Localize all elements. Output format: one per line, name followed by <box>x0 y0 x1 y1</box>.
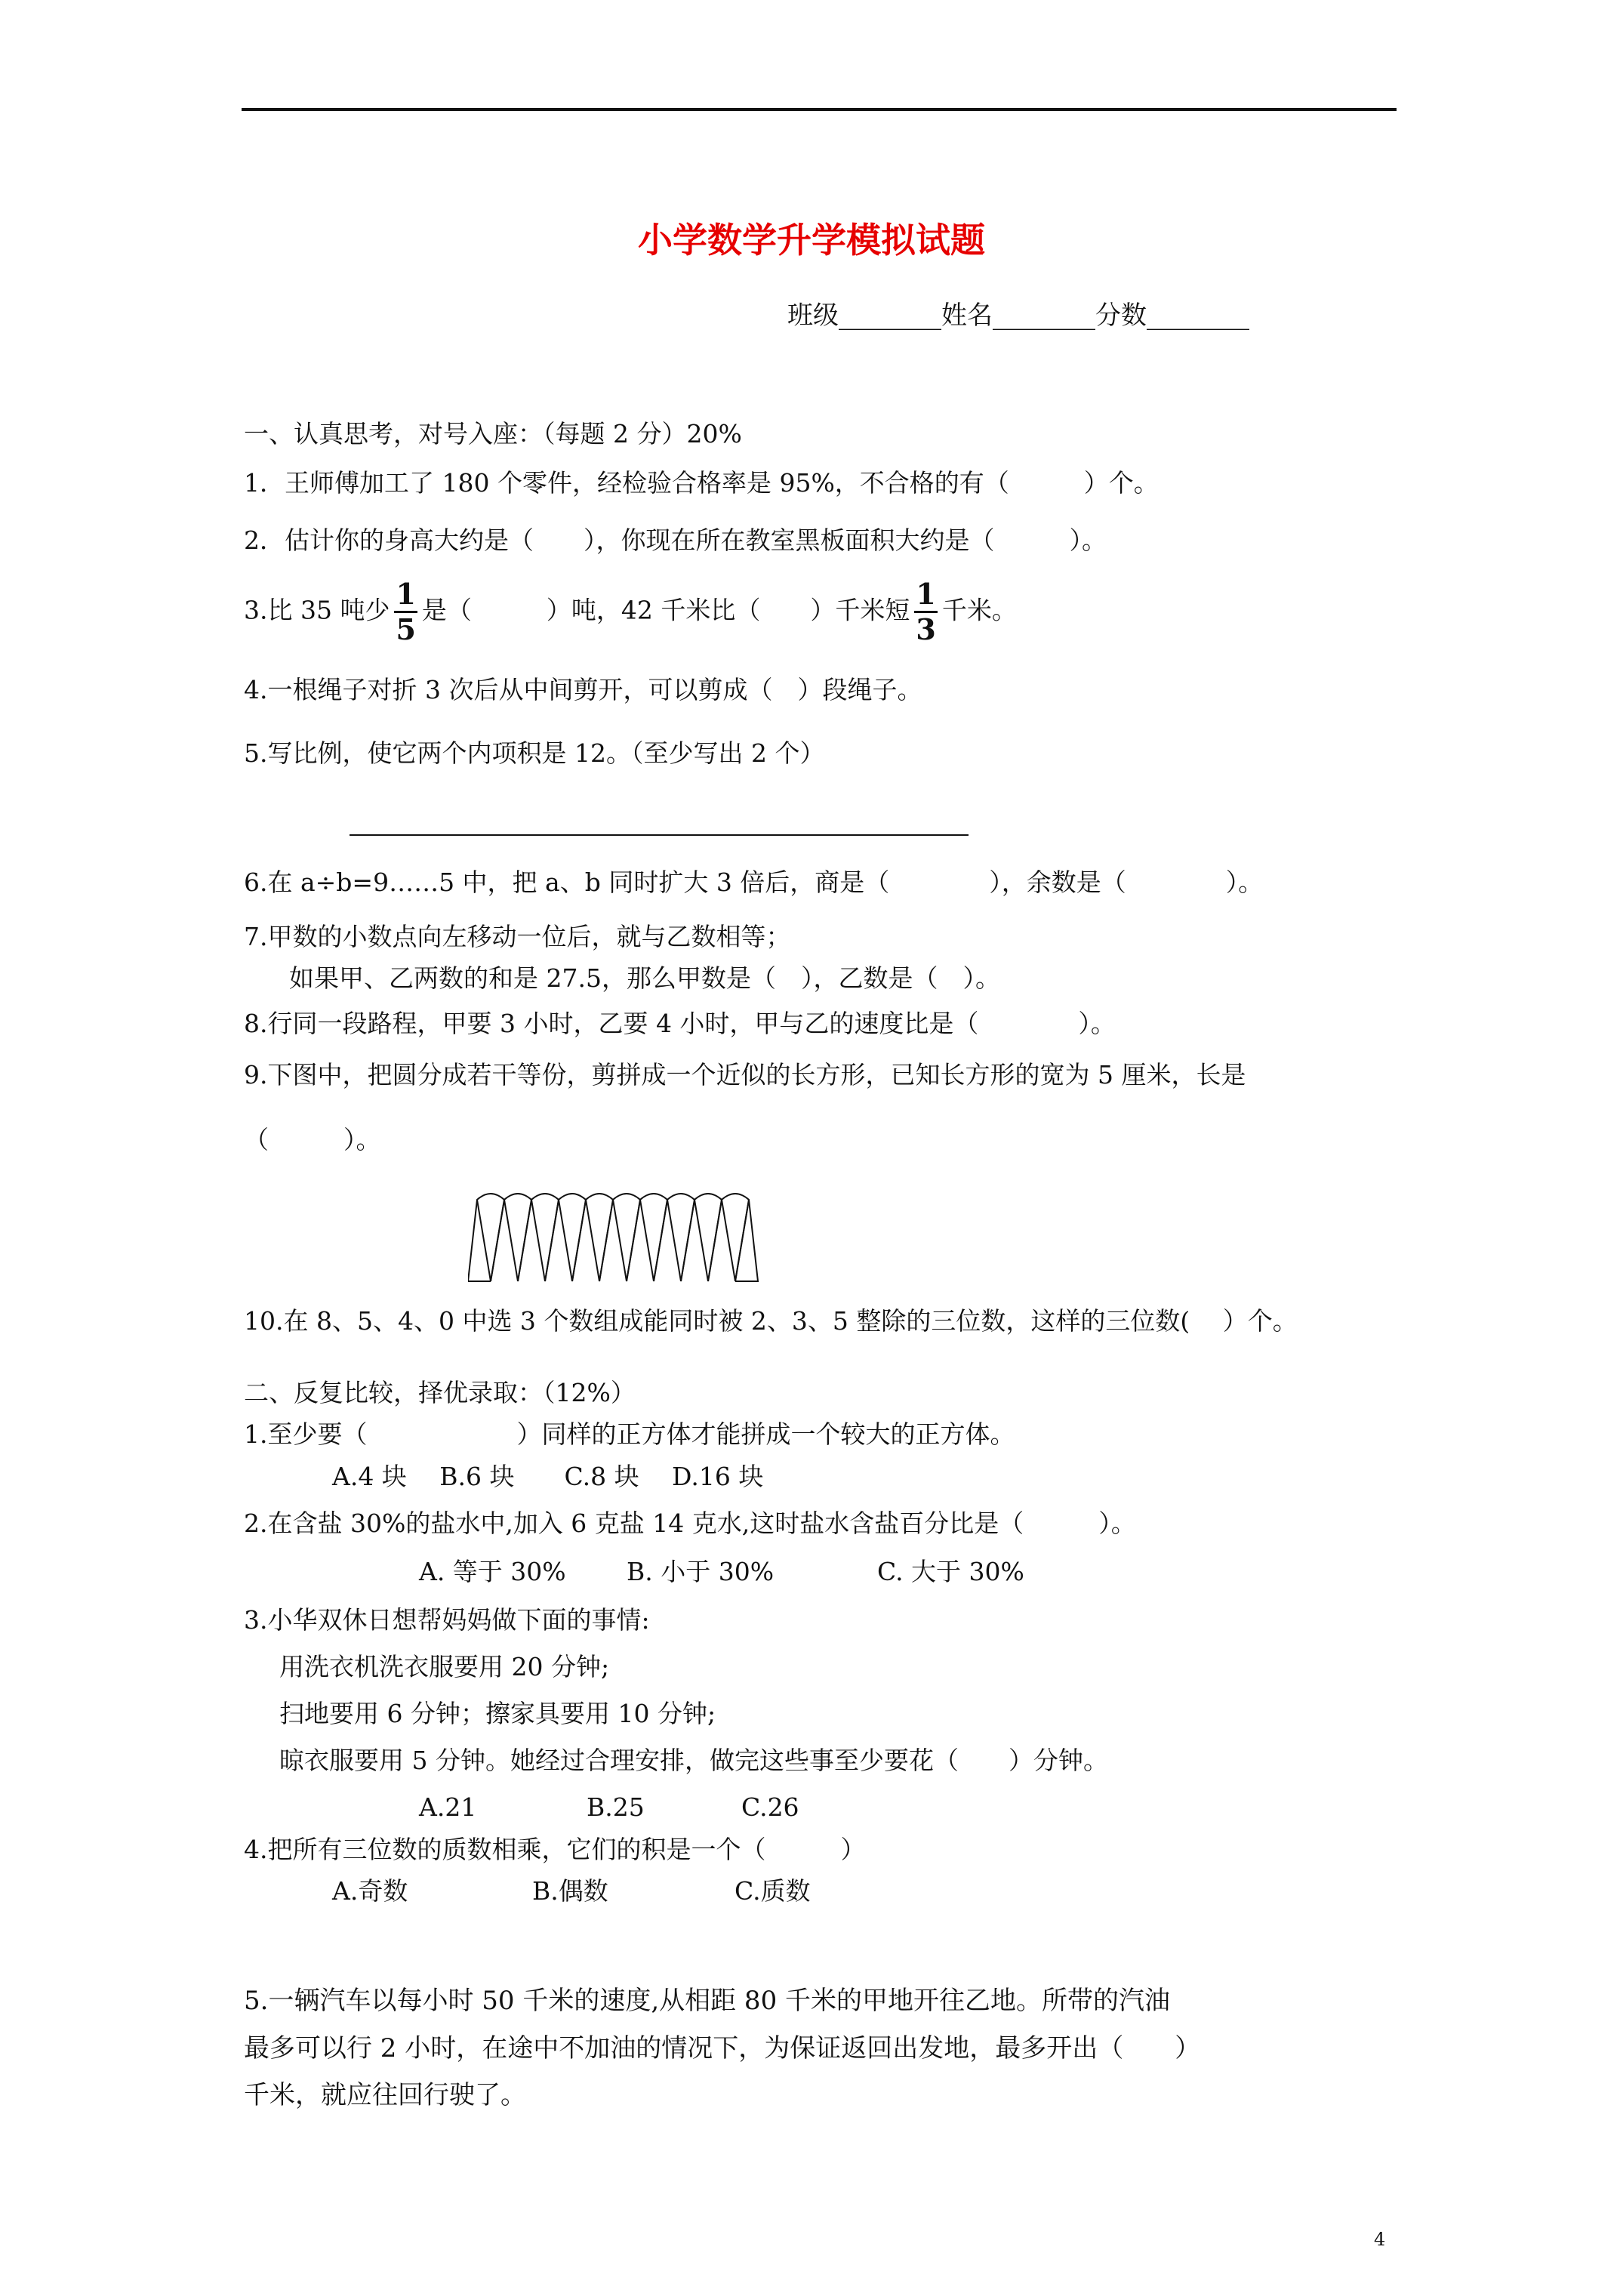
question-2-3-line3: 扫地要用 6 分钟；擦家具要用 10 分钟; <box>279 1699 716 1728</box>
question-1-2: 2．估计你的身高大约是（ ），你现在所在教室黑板面积大约是（ ）。 <box>244 525 1107 555</box>
question-1-1: 1．王师傅加工了 180 个零件，经检验合格率是 95%，不合格的有（ ）个。 <box>244 468 1159 498</box>
question-1-9-line1: 9.下图中，把圆分成若干等份，剪拼成一个近似的长方形，已知长方形的宽为 5 厘米，长是 <box>244 1060 1246 1089</box>
question-1-7-line2: 如果甲、乙两数的和是 27.5，那么甲数是（ ），乙数是（ ）。 <box>289 963 1000 993</box>
question-1-3-part3: 千米。 <box>941 595 1017 625</box>
question-2-5-line3: 千米，就应往回行驶了。 <box>244 2080 526 2110</box>
page-title: 小学数学升学模拟试题 <box>638 220 985 260</box>
question-2-2: 2.在含盐 30%的盐水中,加入 6 克盐 14 克水,这时盐水含盐百分比是（ ）。 <box>244 1509 1136 1538</box>
fraction-numerator: 1 <box>394 578 417 613</box>
question-1-10: 10.在 8、5、4、0 中选 3 个数组成能同时被 2、3、5 整除的三位数，这样的三位数( ）个。 <box>244 1306 1298 1336</box>
question-2-3-line4: 晾衣服要用 5 分钟。她经过合理安排，做完这些事至少要花（ ）分钟。 <box>279 1746 1108 1775</box>
fraction-one-fifth <box>394 578 417 646</box>
page-number: 4 <box>1374 2229 1386 2250</box>
question-1-7-line1: 7.甲数的小数点向左移动一位后，就与乙数相等； <box>244 922 791 951</box>
question-2-3-option-b: B.25 <box>587 1792 645 1822</box>
question-2-3-line1: 3.小华双休日想帮妈妈做下面的事情: <box>244 1605 650 1635</box>
header-rule <box>242 108 1397 111</box>
question-2-2-option-c: C. 大于 30% <box>877 1557 1024 1586</box>
question-2-2-option-b: B. 小于 30% <box>627 1557 775 1586</box>
question-1-3 <box>244 578 1017 646</box>
fraction-denominator: 3 <box>916 612 936 646</box>
answer-line[interactable] <box>350 834 969 836</box>
question-2-4: 4.把所有三位数的质数相乘，它们的积是一个（ ） <box>244 1835 866 1864</box>
question-2-3-option-a: A.21 <box>419 1792 477 1822</box>
question-2-4-option-a: A.奇数 <box>332 1876 408 1906</box>
question-2-1-options: A.4 块 B.6 块 C.8 块 D.16 块 <box>332 1462 764 1491</box>
section1-heading: 一、认真思考，对号入座：（每题 2 分）20% <box>244 419 742 448</box>
question-2-5-line1: 5.一辆汽车以每小时 50 千米的速度,从相距 80 千米的甲地开往乙地。所带的汽油 <box>244 1986 1171 2016</box>
fraction-one-third <box>914 578 937 646</box>
question-1-8: 8.行同一段路程，甲要 3 小时，乙要 4 小时，甲与乙的速度比是（ ）。 <box>244 1009 1116 1038</box>
question-2-1: 1.至少要（ ）同样的正方体才能拼成一个较大的正方体。 <box>244 1419 1015 1449</box>
question-2-5-line2: 最多可以行 2 小时，在途中不加油的情况下，为保证返回出发地，最多开出（ ） <box>244 2033 1201 2063</box>
question-1-5: 5.写比例，使它两个内项积是 12。（至少写出 2 个） <box>244 738 825 768</box>
question-1-3-part1: 3.比 35 吨少 <box>244 595 390 625</box>
fraction-denominator: 5 <box>396 612 416 646</box>
question-2-4-option-b: B.偶数 <box>532 1876 608 1906</box>
question-1-4: 4.一根绳子对折 3 次后从中间剪开，可以剪成（ ）段绳子。 <box>244 675 922 704</box>
question-1-9-line2: （ ）。 <box>244 1125 381 1154</box>
fraction-numerator: 1 <box>914 578 937 613</box>
question-1-3-part2: 是（ ）吨，42 千米比（ ）千米短 <box>421 595 910 625</box>
sector-rectangle-figure <box>468 1182 770 1287</box>
question-1-6: 6.在 a÷b=9……5 中，把 a、b 同时扩大 3 倍后，商是（ ），余数是（ ）。 <box>244 868 1264 897</box>
student-info-line: 班级________姓名________分数________ <box>787 300 1249 331</box>
question-2-2-option-a: A. 等于 30% <box>419 1557 566 1586</box>
section2-heading: 二、反复比较，择优录取：（12%） <box>244 1378 636 1407</box>
question-2-3-line2: 用洗衣机洗衣服要用 20 分钟; <box>279 1652 610 1681</box>
question-2-3-option-c: C.26 <box>741 1792 799 1822</box>
question-2-4-option-c: C.质数 <box>735 1876 811 1906</box>
